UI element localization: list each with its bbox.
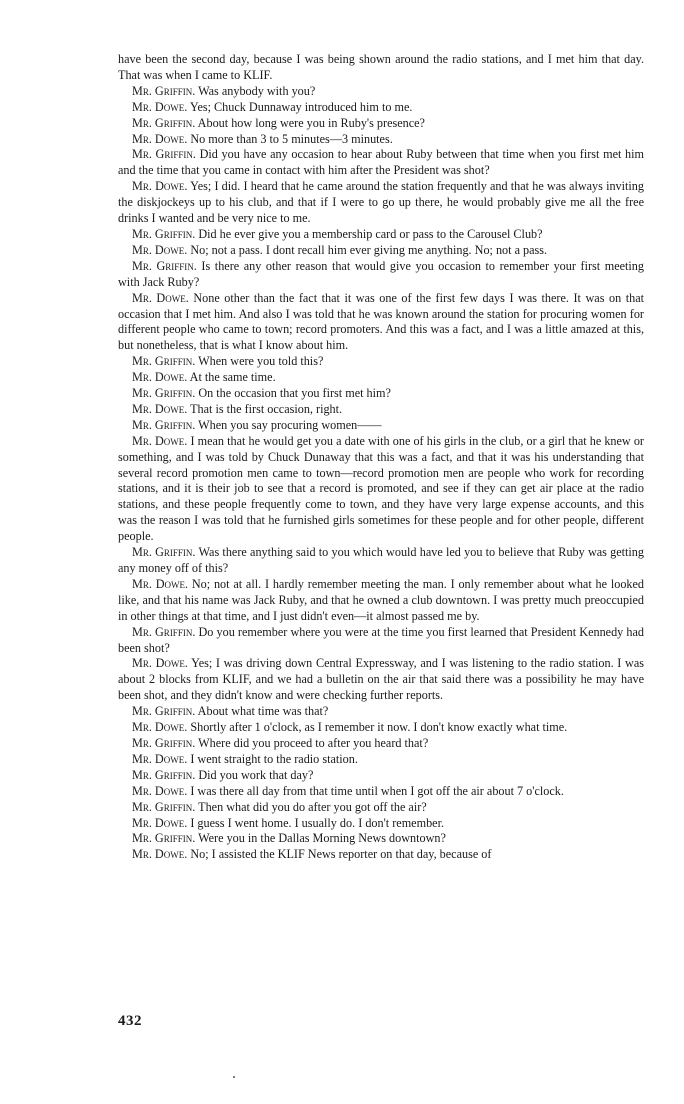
speaker-label: Mr. Griffin.	[132, 704, 196, 719]
speaker-label: Mr. Dowe.	[132, 576, 189, 591]
speaker-label: Mr. Griffin.	[132, 417, 196, 432]
paragraph-text: Were you in the Dallas Morning News downtown?	[198, 831, 446, 846]
speaker-label: Mr. Dowe.	[132, 815, 188, 830]
paragraph-text: No; I assisted the KLIF News reporter on that day, because of	[190, 847, 492, 862]
paragraph-text: Did he ever give you a membership card or pass to the Carousel Club?	[198, 226, 543, 241]
transcript-paragraph	[118, 116, 644, 132]
paragraph-text: Yes; I was driving down Central Expressway, and I was listening to the radio station. I was about 2 blocks from KLIF, and we had a bulletin on the air that said there was a possibility he may have been shot, and they didn't know and were checking further reports.	[118, 656, 644, 703]
transcript-paragraph	[118, 545, 644, 577]
paragraph-text: Where did you proceed to after you heard that?	[198, 735, 429, 750]
speaker-label: Mr. Dowe.	[132, 751, 188, 766]
transcript-paragraph	[118, 291, 644, 355]
speaker-label: Mr. Dowe.	[132, 720, 188, 735]
paragraph-text: That is the first occasion, right.	[190, 401, 343, 416]
transcript-page	[118, 52, 644, 863]
speaker-label: Mr. Dowe.	[132, 131, 188, 146]
speaker-label: Mr. Griffin.	[132, 354, 196, 369]
paragraph-text: None other than the fact that it was one of the first few days I was there. It was on that occasion that I met him. And also I was told that he was known around the station for procuring women for different people who came to town; record promoters. And this was a fact, and I was a little amazed at this, but nonetheless, that is what I know about him.	[118, 290, 644, 353]
paragraph-text: Is there any other reason that would give you occasion to remember your first meeting with Jack Ruby?	[118, 258, 644, 289]
paragraph-text: No; not at all. I hardly remember meeting the man. I only remember about what he looked like, and that his name was Jack Ruby, and that he owned a club downtown. I was pretty much preoccupied in other things at that time, and I just didn't even—it almost passed me by.	[118, 576, 645, 623]
speaker-label: Mr. Dowe.	[132, 242, 188, 257]
speaker-label: Mr. Dowe.	[132, 401, 188, 416]
paragraph-text: Was anybody with you?	[198, 83, 316, 98]
transcript-paragraph	[118, 52, 644, 84]
transcript-paragraph	[118, 370, 644, 386]
paragraph-text: At the same time.	[189, 370, 276, 385]
transcript-paragraph	[118, 243, 644, 259]
speaker-label: Mr. Griffin.	[132, 767, 196, 782]
paragraph-text: Shortly after 1 o'clock, as I remember it now. I don't know exactly what time.	[190, 720, 568, 735]
transcript-paragraph	[118, 402, 644, 418]
speaker-label: Mr. Griffin.	[132, 258, 197, 273]
speaker-label: Mr. Griffin.	[132, 83, 196, 98]
paragraph-text: When you say procuring women——	[198, 417, 382, 432]
transcript-paragraph	[118, 132, 644, 148]
speaker-label: Mr. Dowe.	[132, 847, 188, 862]
transcript-paragraph	[118, 147, 644, 179]
transcript-paragraph	[118, 386, 644, 402]
paragraph-text: I mean that he would get you a date with one of his girls in the club, or a girl that he knew or something, and I was told by Chuck Dunaway that this was a fact, and that it was his understanding that several record promotion men came to town—record promotion men are people who work for recording stations, and it is their job to see that a record is promoted, and see if they can get air place at the radio stations, and these people frequently come to town, and they have very large expense accounts, and this was the reason I was told that he furnished girls sometimes for these people and for other people, different people.	[118, 433, 644, 544]
speaker-label: Mr. Griffin.	[132, 147, 196, 162]
transcript-paragraph	[118, 784, 644, 800]
page-number: 432	[118, 1013, 142, 1029]
paragraph-text: No; not a pass. I dont recall him ever giving me anything. No; not a pass.	[190, 242, 548, 257]
paragraph-text: Yes; Chuck Dunnaway introduced him to me.	[189, 99, 413, 114]
speaker-label: Mr. Griffin.	[132, 831, 196, 846]
transcript-paragraph	[118, 84, 644, 100]
transcript-paragraph	[118, 768, 644, 784]
paragraph-text: have been the second day, because I was being shown around the radio stations, and I met him that day. That was when I came to KLIF.	[118, 52, 644, 82]
transcript-paragraph	[118, 656, 644, 704]
speaker-label: Mr. Dowe.	[132, 656, 188, 671]
transcript-paragraph	[118, 625, 644, 657]
transcript-paragraph	[118, 418, 644, 434]
transcript-paragraph	[118, 434, 644, 545]
transcript-paragraph	[118, 847, 644, 863]
paragraph-text: Yes; I did. I heard that he came around the station frequently and that he was always inviting the diskjockeys up to his club, and that if I were to go up there, he would probably give me all the free drinks I wanted and be very nice to me.	[118, 179, 644, 226]
transcript-paragraph	[118, 577, 644, 625]
speaker-label: Mr. Dowe.	[132, 783, 188, 798]
speaker-label: Mr. Griffin.	[132, 386, 196, 401]
paragraph-text: About how long were you in Ruby's presence?	[197, 115, 425, 130]
paragraph-text: Then what did you do after you got off the air?	[198, 799, 427, 814]
paragraph-text: Was there anything said to you which would have led you to believe that Ruby was getting any money off of this?	[118, 545, 644, 575]
transcript-paragraph	[118, 354, 644, 370]
paragraph-text: Do you remember where you were at the time you first learned that President Kennedy had been shot?	[118, 624, 645, 655]
scan-speck	[233, 1076, 235, 1078]
paragraph-text: On the occasion that you first met him?	[198, 386, 391, 401]
transcript-paragraph	[118, 736, 644, 752]
speaker-label: Mr. Griffin.	[132, 735, 196, 750]
transcript-paragraph	[118, 100, 644, 116]
speaker-label: Mr. Griffin.	[132, 799, 196, 814]
speaker-label: Mr. Griffin.	[132, 545, 196, 560]
transcript-paragraph	[118, 704, 644, 720]
speaker-label: Mr. Griffin.	[132, 115, 196, 130]
transcript-paragraph	[118, 720, 644, 736]
paragraph-text: I went straight to the radio station.	[190, 751, 358, 766]
speaker-label: Mr. Griffin.	[132, 226, 196, 241]
paragraph-text: No more than 3 to 5 minutes—3 minutes.	[190, 131, 393, 146]
transcript-paragraph	[118, 816, 644, 832]
transcript-paragraph	[118, 179, 644, 227]
transcript-paragraph	[118, 831, 644, 847]
transcript-paragraph	[118, 227, 644, 243]
speaker-label: Mr. Dowe.	[132, 370, 188, 385]
speaker-label: Mr. Dowe.	[132, 433, 188, 448]
paragraph-text: I was there all day from that time until when I got off the air about 7 o'clock.	[190, 783, 564, 798]
paragraph-text: Did you work that day?	[198, 767, 314, 782]
transcript-paragraph	[118, 800, 644, 816]
speaker-label: Mr. Griffin.	[132, 624, 196, 639]
transcript-paragraph	[118, 259, 644, 291]
speaker-label: Mr. Dowe.	[132, 179, 188, 194]
transcript-paragraph	[118, 752, 644, 768]
speaker-label: Mr. Dowe.	[132, 290, 189, 305]
speaker-label: Mr. Dowe.	[132, 99, 188, 114]
paragraph-text: About what time was that?	[197, 704, 329, 719]
paragraph-text: When were you told this?	[198, 354, 324, 369]
paragraph-text: I guess I went home. I usually do. I don't remember.	[190, 815, 445, 830]
paragraph-text: Did you have any occasion to hear about Ruby between that time when you first met him and the time that you came in contact with him after the President was shot?	[118, 147, 644, 178]
